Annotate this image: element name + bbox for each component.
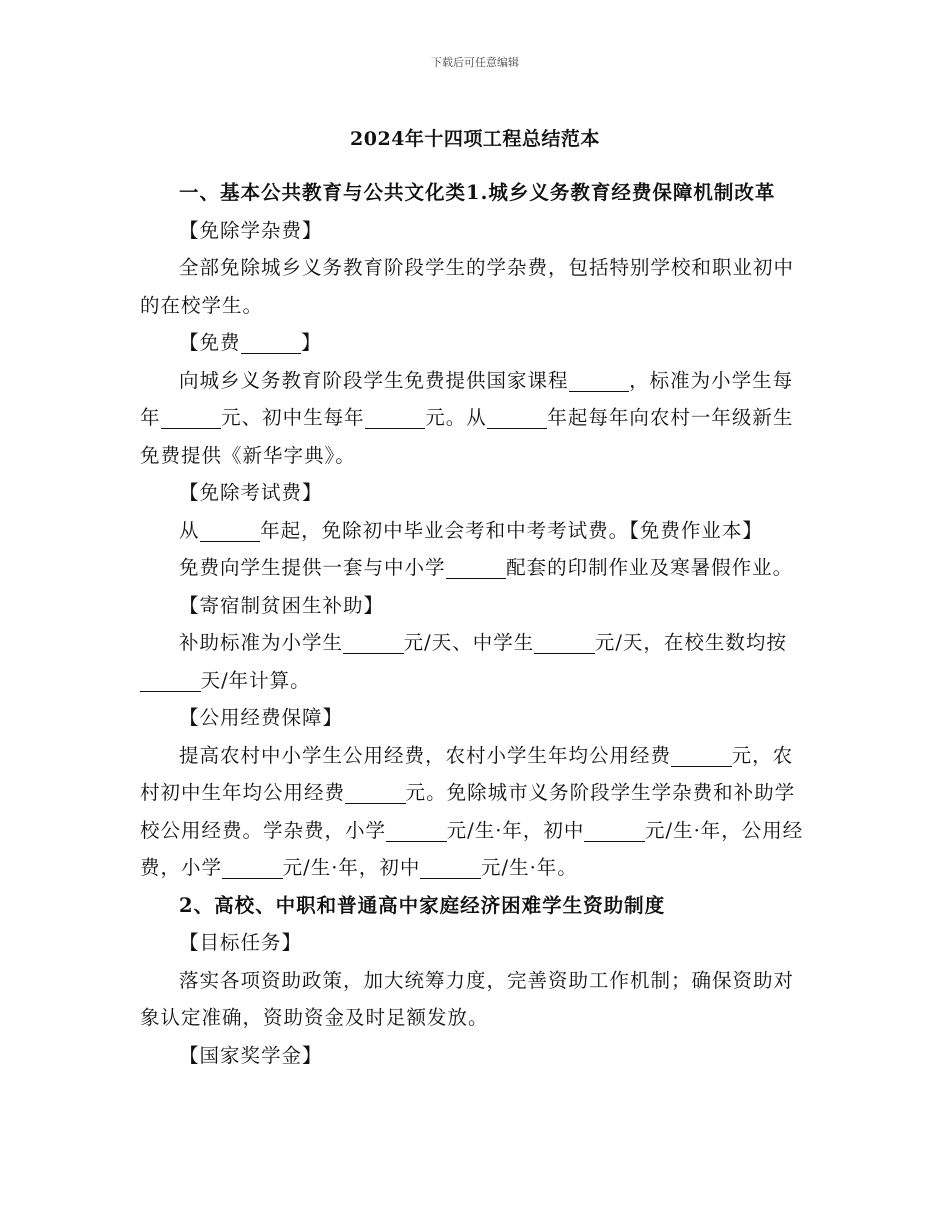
paragraph: 补助标准为小学生 元/天、中学生 元/天，在校生数均按 天/年计算。 bbox=[140, 624, 812, 699]
paragraph: 2、高校、中职和普通高中家庭经济困难学生资助制度 bbox=[179, 893, 666, 917]
fill-blank bbox=[343, 632, 404, 654]
paragraph: 提高农村中小学生公用经费，农村小学生年均公用经费 元，农村初中生年均公用经费 元。免除城市义务阶段学生学杂费和补助学校公用经费。学杂费，小学 元/生·年，初中 元/生·年，公用经费，小学 元/生·年，初中 元/生·年。 bbox=[140, 743, 804, 879]
fill-blank bbox=[487, 407, 548, 429]
fill-blank bbox=[161, 407, 222, 429]
paragraph: 【免费 】 bbox=[179, 331, 322, 354]
paragraph: 【寄宿制贫困生补助】 bbox=[179, 593, 385, 617]
fill-blank bbox=[671, 745, 732, 767]
fill-blank bbox=[446, 557, 507, 579]
paragraph: 落实各项资助政策，加大统筹力度，完善资助工作机制；确保资助对象认定准确，资助资金及时足额发放。 bbox=[140, 968, 795, 1029]
fill-blank bbox=[222, 857, 283, 879]
header-note: 下载后可任意编辑 bbox=[431, 56, 519, 69]
paragraph: 从 年起，免除初中毕业会考和中考考试费。【免费作业本】 bbox=[179, 518, 763, 542]
document-title: 2024年十四项工程总结范本 bbox=[350, 128, 600, 150]
document-body bbox=[140, 174, 812, 1074]
fill-blank bbox=[241, 332, 302, 354]
paragraph: 免费向学生提供一套与中小学 配套的印制作业及寒暑假作业。 bbox=[179, 556, 794, 579]
fill-blank bbox=[584, 820, 645, 842]
paragraph: 全部免除城乡义务教育阶段学生的学杂费，包括特别学校和职业初中的在校学生。 bbox=[140, 256, 795, 317]
fill-blank bbox=[365, 407, 426, 429]
paragraph: 一、基本公共教育与公共文化类1.城乡义务教育经费保障机制改革 bbox=[179, 181, 776, 204]
paragraph: 【公用经费保障】 bbox=[179, 706, 344, 729]
paragraph: 向城乡义务教育阶段学生免费提供国家课程 ，标准为小学生每年 元、初中生每年 元。从 年起每年向农村一年级新生免费提供《新华字典》。 bbox=[140, 368, 794, 467]
fill-blank bbox=[345, 782, 406, 804]
paragraph: 【免除考试费】 bbox=[179, 481, 323, 504]
fill-blank bbox=[140, 670, 201, 692]
fill-blank bbox=[200, 520, 261, 542]
fill-blank bbox=[569, 370, 630, 392]
paragraph: 【目标任务】 bbox=[179, 931, 303, 954]
fill-blank bbox=[420, 857, 481, 879]
paragraph: 【免除学杂费】 bbox=[179, 218, 323, 242]
fill-blank bbox=[534, 632, 595, 654]
fill-blank bbox=[386, 820, 447, 842]
paragraph: 【国家奖学金】 bbox=[179, 1043, 323, 1067]
